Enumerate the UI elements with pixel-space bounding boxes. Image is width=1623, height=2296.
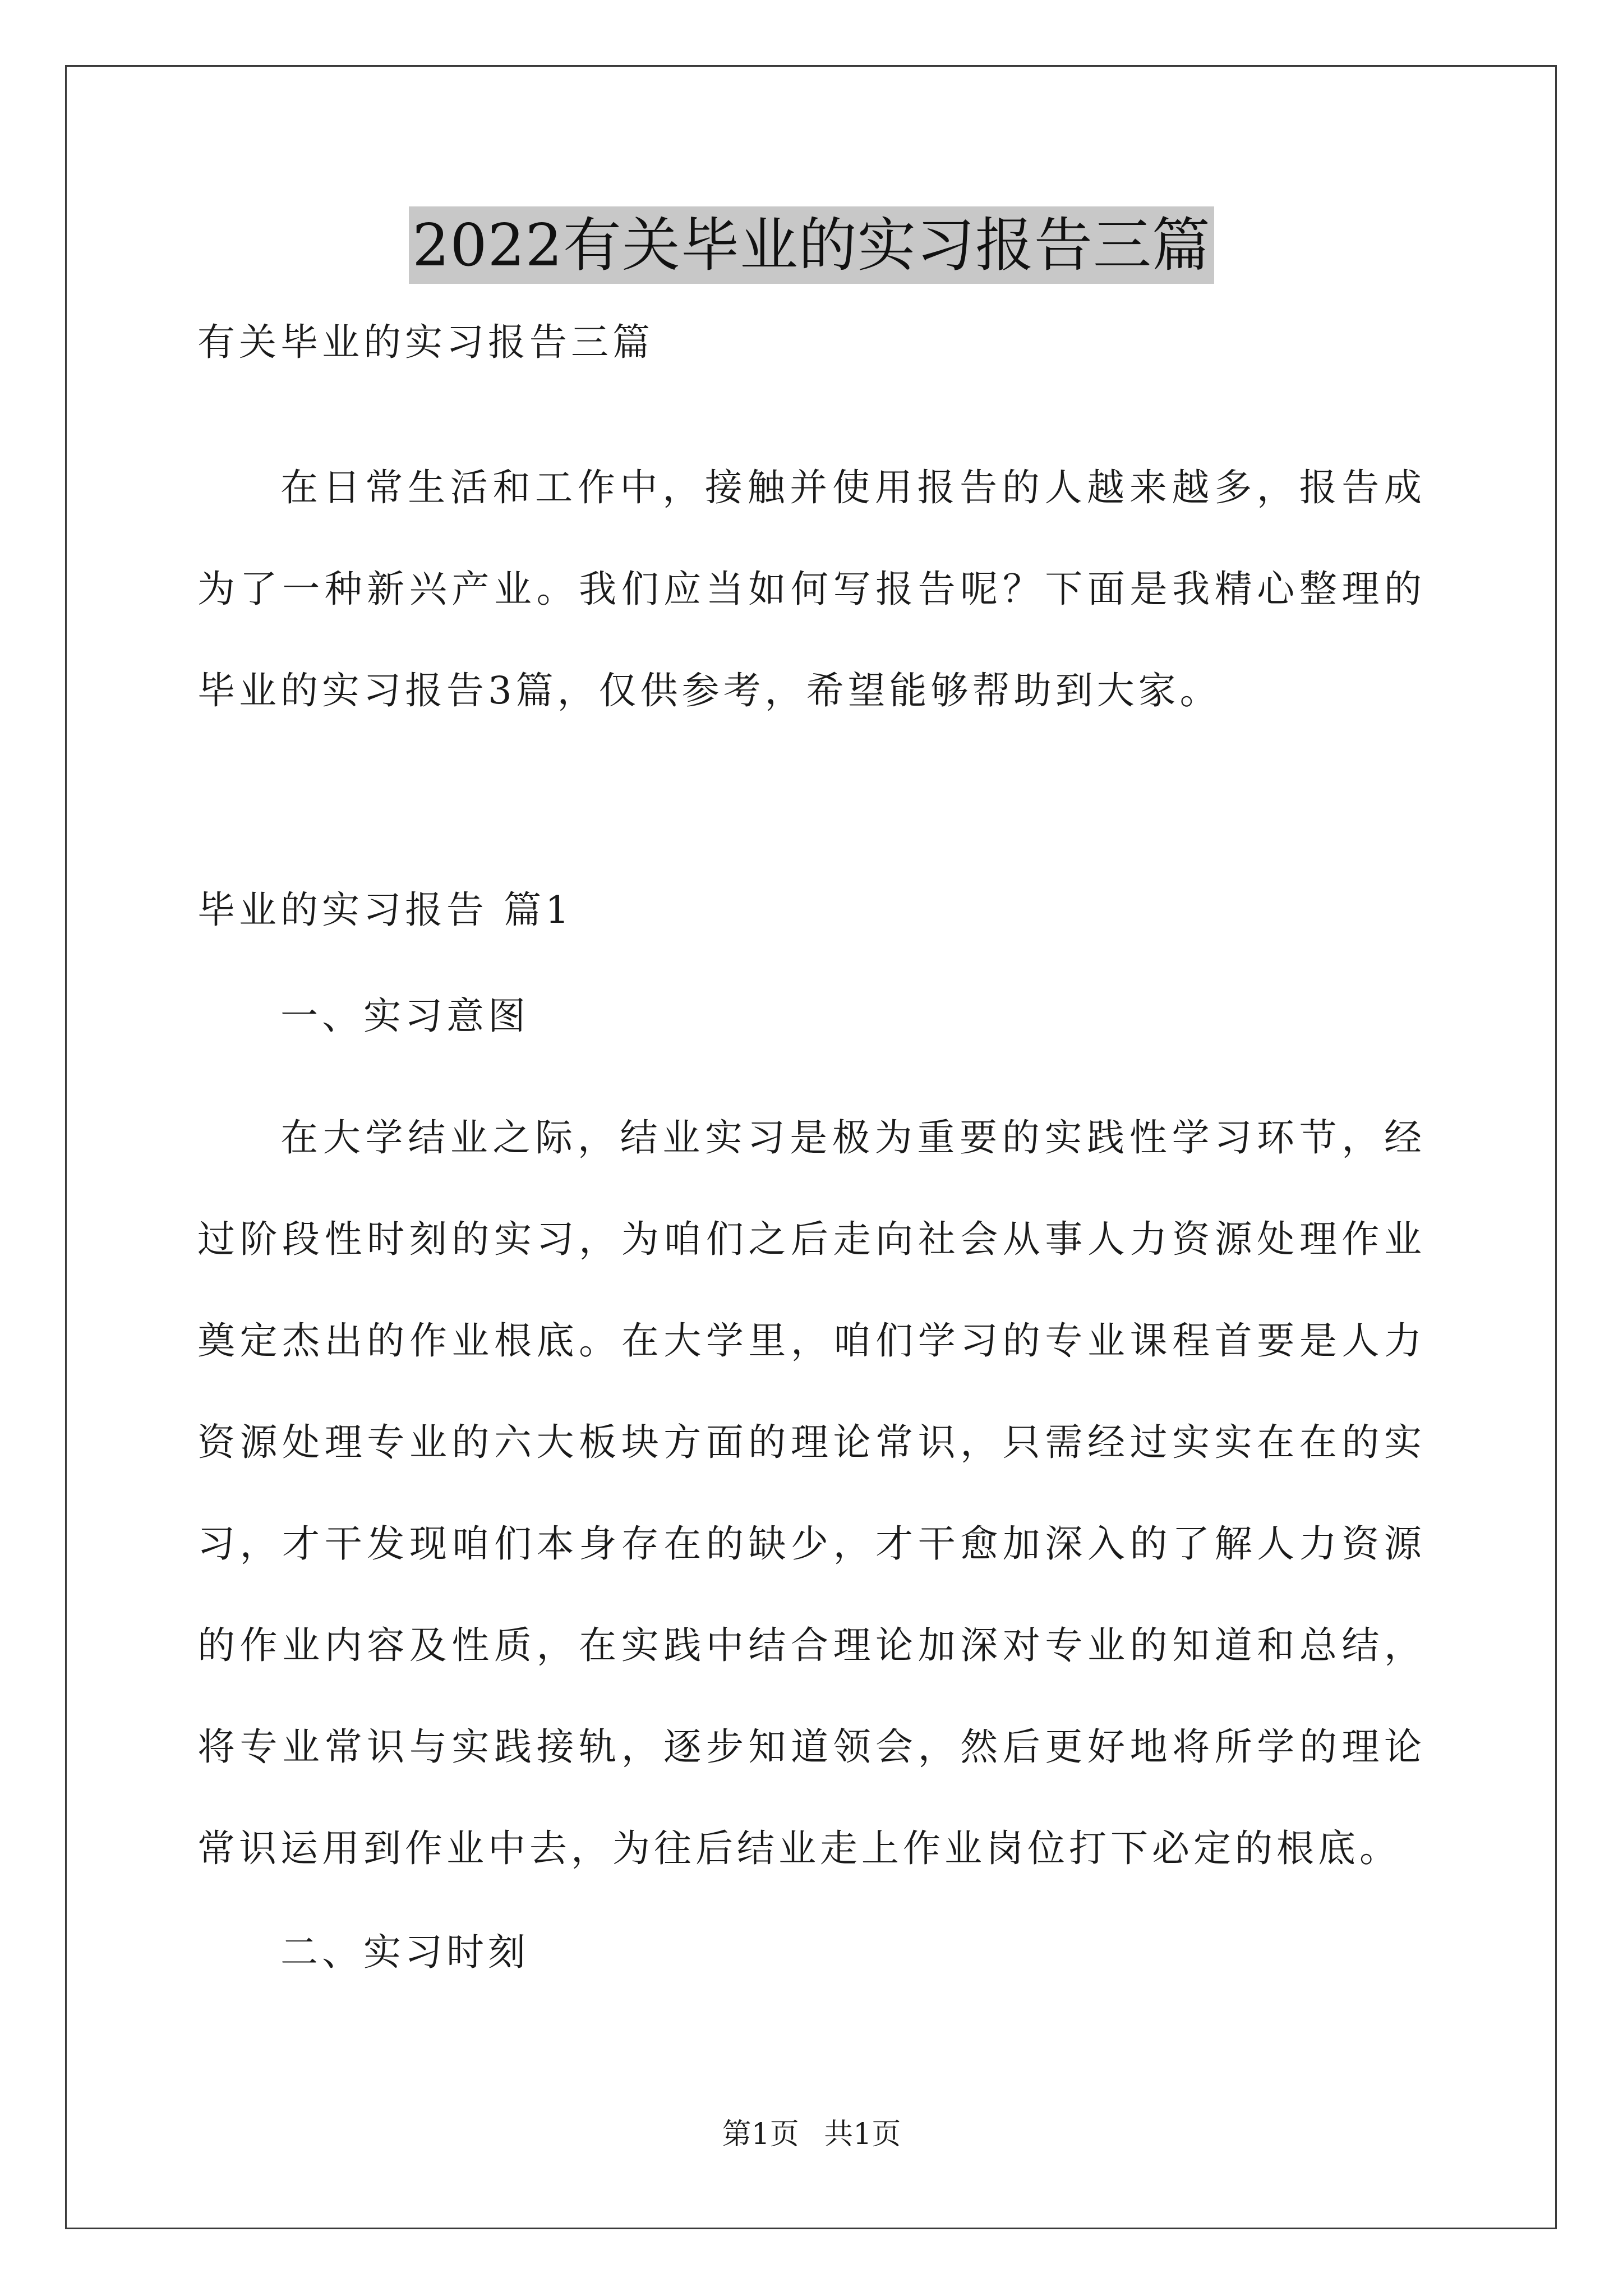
document-subtitle: 有关毕业的实习报告三篇 <box>197 320 654 364</box>
page-footer <box>0 2115 1623 2154</box>
body-paragraph: 在大学结业之际，结业实习是极为重要的实践性学习环节，经过阶段性时刻的实习，为咱们之后走向社会从事人力资源处理作业奠定杰出的作业根底。在大学里，咱们学习的专业课程首要是人力资源处理专业的六大板块方面的理论常识，只需经过实实在在的实习，才干发现咱们本身存在的缺少，才干愈加深入的了解人力资源的作业内容及性质，在实践中结合理论加深对专业的知道和总结，将专业常识与实践接轨，逐步知道领会，然后更好地将所学的理论常识运用到作业中去，为往后结业走上作业岗位打下必定的根底。 <box>197 1116 1426 1870</box>
subsection-heading-2: 二、实习时刻 <box>280 1930 529 1974</box>
page-total: 共1页 <box>824 2118 901 2151</box>
section-heading: 毕业的实习报告 篇1 <box>197 888 573 932</box>
document-title: 2022有关毕业的实习报告三篇 <box>409 206 1214 284</box>
intro-paragraph: 在日常生活和工作中，接触并使用报告的人越来越多，报告成为了一种新兴产业。我们应当如何写报告呢？下面是我精心整理的毕业的实习报告3篇，仅供参考，希望能够帮助到大家。 <box>197 466 1426 712</box>
page-number: 第1页 <box>722 2118 799 2151</box>
subsection-heading: 一、实习意图 <box>280 994 529 1038</box>
title-container <box>0 206 1623 284</box>
